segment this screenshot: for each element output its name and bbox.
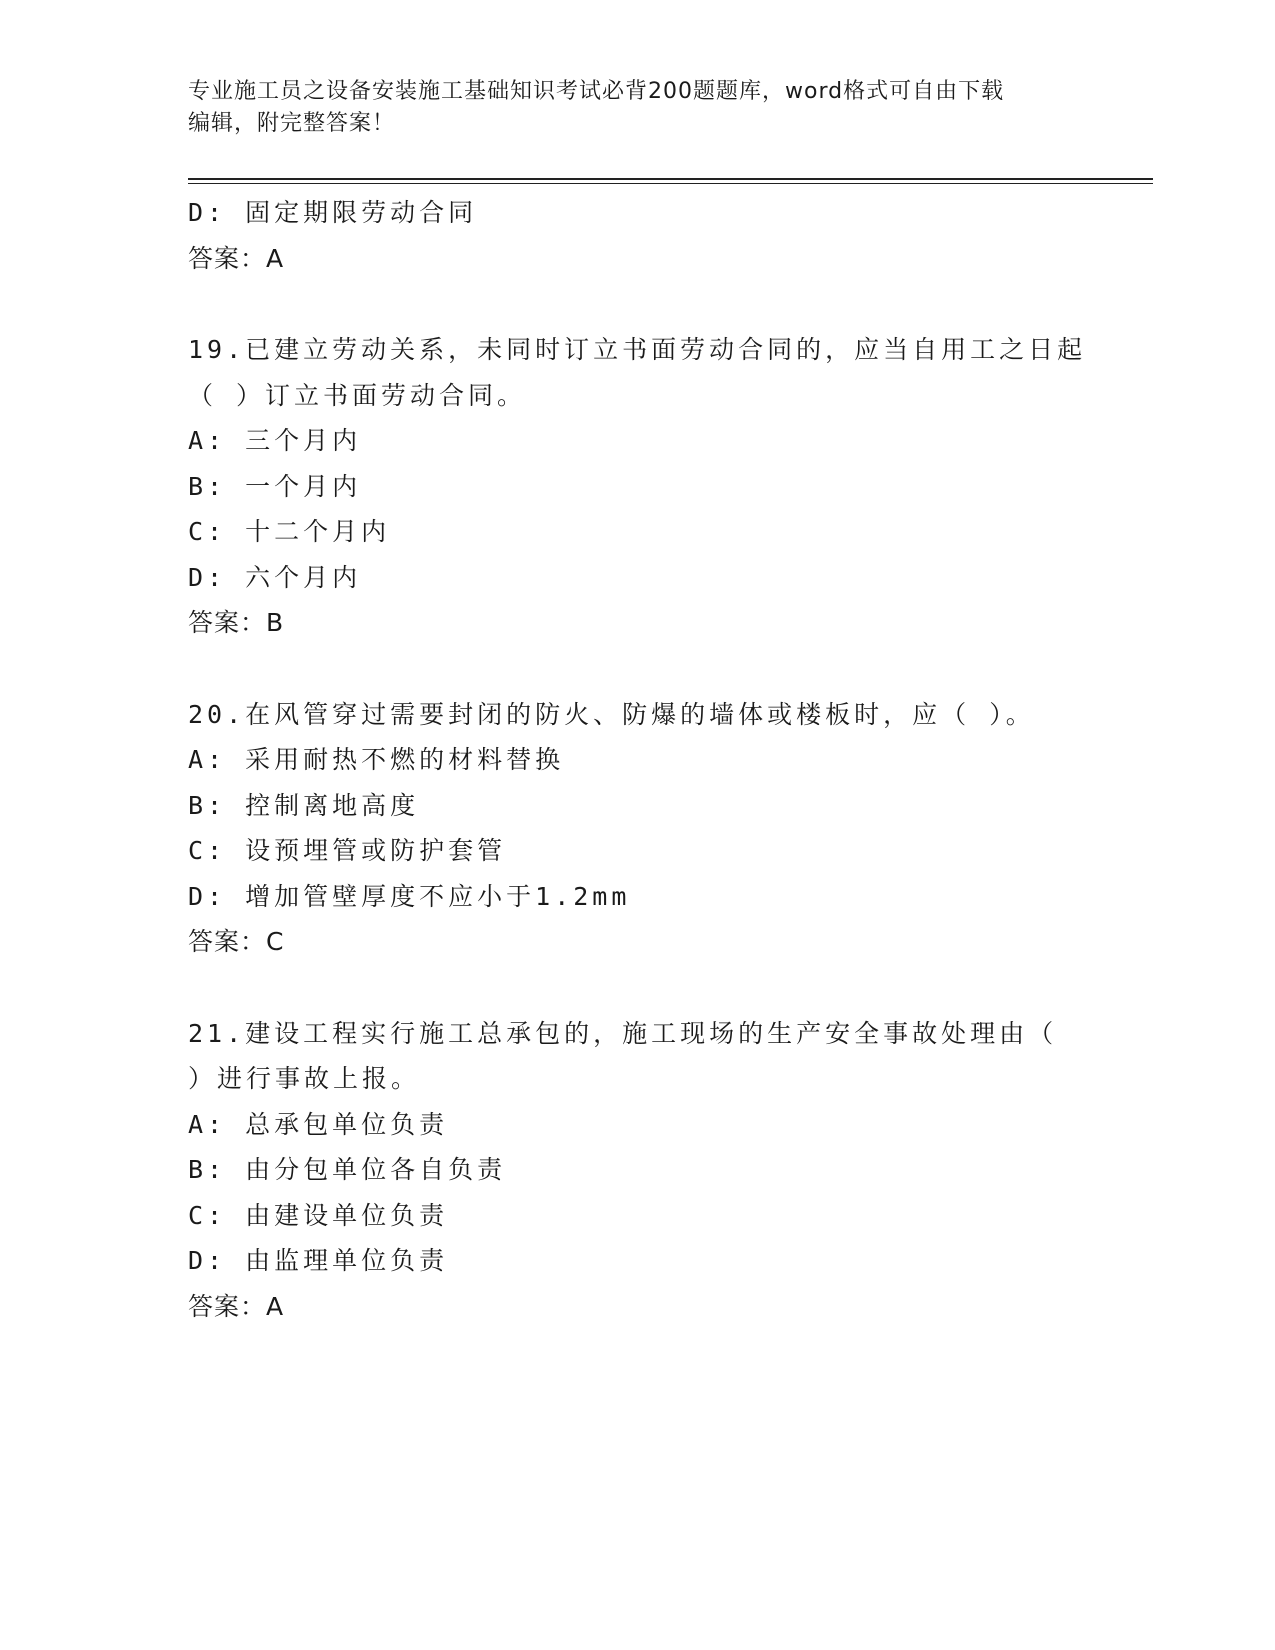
- answer-line: 答案：C: [188, 927, 285, 956]
- option-a: A: 总承包单位负责: [188, 1109, 449, 1139]
- document-header: [188, 76, 1088, 140]
- question-text-line-2: （ ）订立书面劳动合同。: [188, 380, 527, 410]
- question-text-line-2: ）进行事故上报。: [188, 1064, 421, 1093]
- header-line-2: 编辑，附完整答案！: [188, 111, 396, 136]
- answer-line: 答案：A: [188, 243, 285, 273]
- option-a: A: 采用耐热不燃的材料替换: [188, 745, 565, 774]
- header-divider-thick: [188, 178, 1153, 180]
- option-a: A: 三个月内: [188, 426, 362, 455]
- question-text-line-1: 20.在风管穿过需要封闭的防火、防爆的墙体或楼板时，应（ ）。: [188, 699, 1035, 729]
- option-b: B: 一个月内: [188, 471, 362, 501]
- previous-question-tail: [188, 190, 1148, 281]
- question-text-line-1: 21.建设工程实行施工总承包的，施工现场的生产安全事故处理由（: [188, 1018, 1058, 1048]
- header-divider-thin: [188, 183, 1153, 184]
- header-line-1: 专业施工员之设备安装施工基础知识考试必背200题题库，word格式可自由下载: [188, 79, 1005, 104]
- option-d: D: 增加管壁厚度不应小于1.2mm: [188, 881, 631, 911]
- option-b: B: 由分包单位各自负责: [188, 1155, 507, 1184]
- question-text-line-1: 19.已建立劳动关系，未同时订立书面劳动合同的，应当自用工之日起: [188, 335, 1087, 364]
- answer-line: 答案：A: [188, 1291, 285, 1321]
- option-d: D: 由监理单位负责: [188, 1246, 449, 1275]
- option-d: D: 六个月内: [188, 562, 362, 592]
- question-19: [188, 327, 1148, 646]
- question-20: [188, 692, 1148, 965]
- option-c: C: 设预埋管或防护套管: [188, 836, 507, 865]
- answer-line: 答案：B: [188, 608, 285, 637]
- question-21: [188, 1011, 1148, 1330]
- option-d: D: 固定期限劳动合同: [188, 198, 478, 227]
- document-body: [188, 190, 1148, 1329]
- option-b: B: 控制离地高度: [188, 790, 420, 820]
- option-c: C: 十二个月内: [188, 517, 391, 546]
- option-c: C: 由建设单位负责: [188, 1200, 449, 1230]
